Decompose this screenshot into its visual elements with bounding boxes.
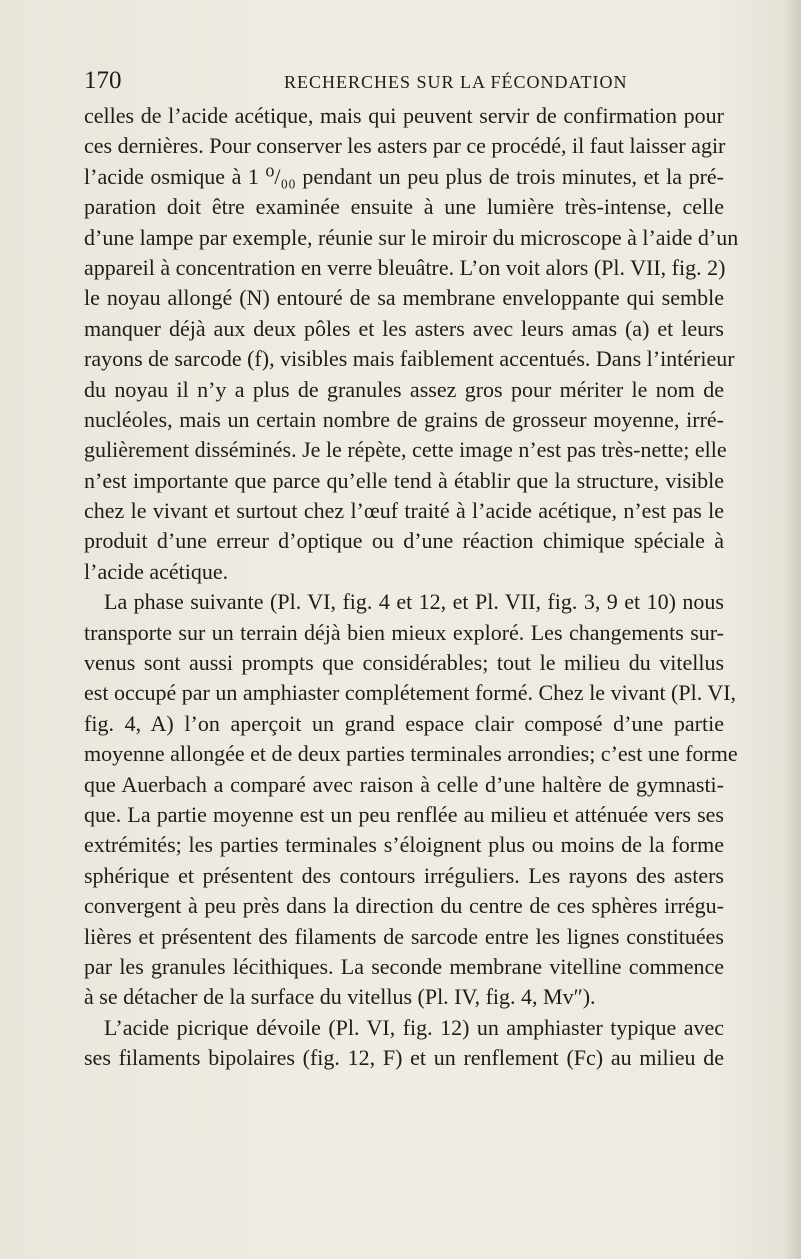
text-line: extrémités; les parties terminales s’éloignent plus ou moins de la forme: [84, 832, 724, 858]
text-line: n’est importante que parce qu’elle tend à établir que la structure, visible: [84, 467, 724, 493]
page-number: 170: [84, 67, 122, 94]
text-line: venus sont aussi prompts que considérables; tout le milieu du vitellus: [84, 650, 724, 676]
text-line: que Auerbach a comparé avec raison à celle d’une haltère de gymnasti-: [84, 771, 724, 797]
text-line: convergent à peu près dans la direction du centre de ces sphères irrégu-: [84, 893, 724, 919]
text-line: fig. 4, A) l’on aperçoit un grand espace clair composé d’une partie: [84, 710, 724, 736]
text-line: sphérique et présentent des contours irréguliers. Les rayons des asters: [84, 862, 724, 888]
paragraph-start-line: La phase suivante (Pl. VI, fig. 4 et 12, et Pl. VII, fig. 3, 9 et 10) nous: [104, 589, 724, 615]
text-line: appareil à concentration en verre bleuâtre. L’on voit alors (Pl. VII, fig. 2): [84, 254, 726, 280]
text-line: produit d’une erreur d’optique ou d’une réaction chimique spéciale à: [84, 528, 724, 554]
text-line: ses filaments bipolaires (fig. 12, F) et un renflement (Fc) au milieu de: [84, 1045, 724, 1071]
page-edge-shadow: [783, 0, 801, 1259]
paragraph-end-line: l’acide acétique.: [84, 558, 229, 584]
running-head: RECHERCHES SUR LA FÉCONDATION: [284, 72, 628, 92]
paragraph-start-line: L’acide picrique dévoile (Pl. VI, fig. 12) un amphiaster typique avec: [104, 1014, 724, 1040]
text-line: transporte sur un terrain déjà bien mieux exploré. Les changements sur-: [84, 619, 724, 645]
text-line: rayons de sarcode (f), visibles mais faiblement accentués. Dans l’intérieur: [84, 346, 735, 372]
text-line: chez le vivant et surtout chez l’œuf traité à l’acide acétique, n’est pas le: [84, 498, 724, 524]
text-line: d’une lampe par exemple, réunie sur le miroir du microscope à l’aide d’un: [84, 224, 739, 250]
text-line: paration doit être examinée ensuite à une lumière très-intense, celle: [84, 194, 724, 220]
paragraph-end-line: à se détacher de la surface du vitellus (Pl. IV, fig. 4, Mv″).: [84, 984, 596, 1010]
text-line: ces dernières. Pour conserver les asters par ce procédé, il faut laisser agir: [84, 133, 726, 159]
text-line: moyenne allongée et de deux parties terminales arrondies; c’est une forme: [84, 741, 738, 767]
text-line: celles de l’acide acétique, mais qui peuvent servir de confirmation pour: [84, 103, 724, 128]
body-text: [84, 101, 739, 1074]
text-line: le noyau allongé (N) entouré de sa membrane enveloppante qui semble: [84, 285, 724, 311]
text-line: que. La partie moyenne est un peu renflée au milieu et atténuée vers ses: [84, 801, 724, 827]
text-line: l’acide osmique à 1 ⁰/₀₀ pendant un peu plus de trois minutes, et la pré-: [84, 163, 724, 189]
page-header: [84, 68, 724, 98]
text-line: nucléoles, mais un certain nombre de grains de grosseur moyenne, irré-: [84, 406, 724, 432]
text-line: par les granules lécithiques. La seconde membrane vitelline commence: [84, 953, 724, 979]
text-line: manquer déjà aux deux pôles et les asters avec leurs amas (a) et leurs: [84, 315, 724, 341]
text-line: gulièrement disséminés. Je le répète, cette image n’est pas très-nette; elle: [84, 437, 727, 463]
text-line: du noyau il n’y a plus de granules assez gros pour mériter le nom de: [84, 376, 724, 402]
text-line: est occupé par un amphiaster complétement formé. Chez le vivant (Pl. VI,: [84, 680, 737, 706]
text-line: lières et présentent des filaments de sarcode entre les lignes constituées: [84, 923, 724, 949]
